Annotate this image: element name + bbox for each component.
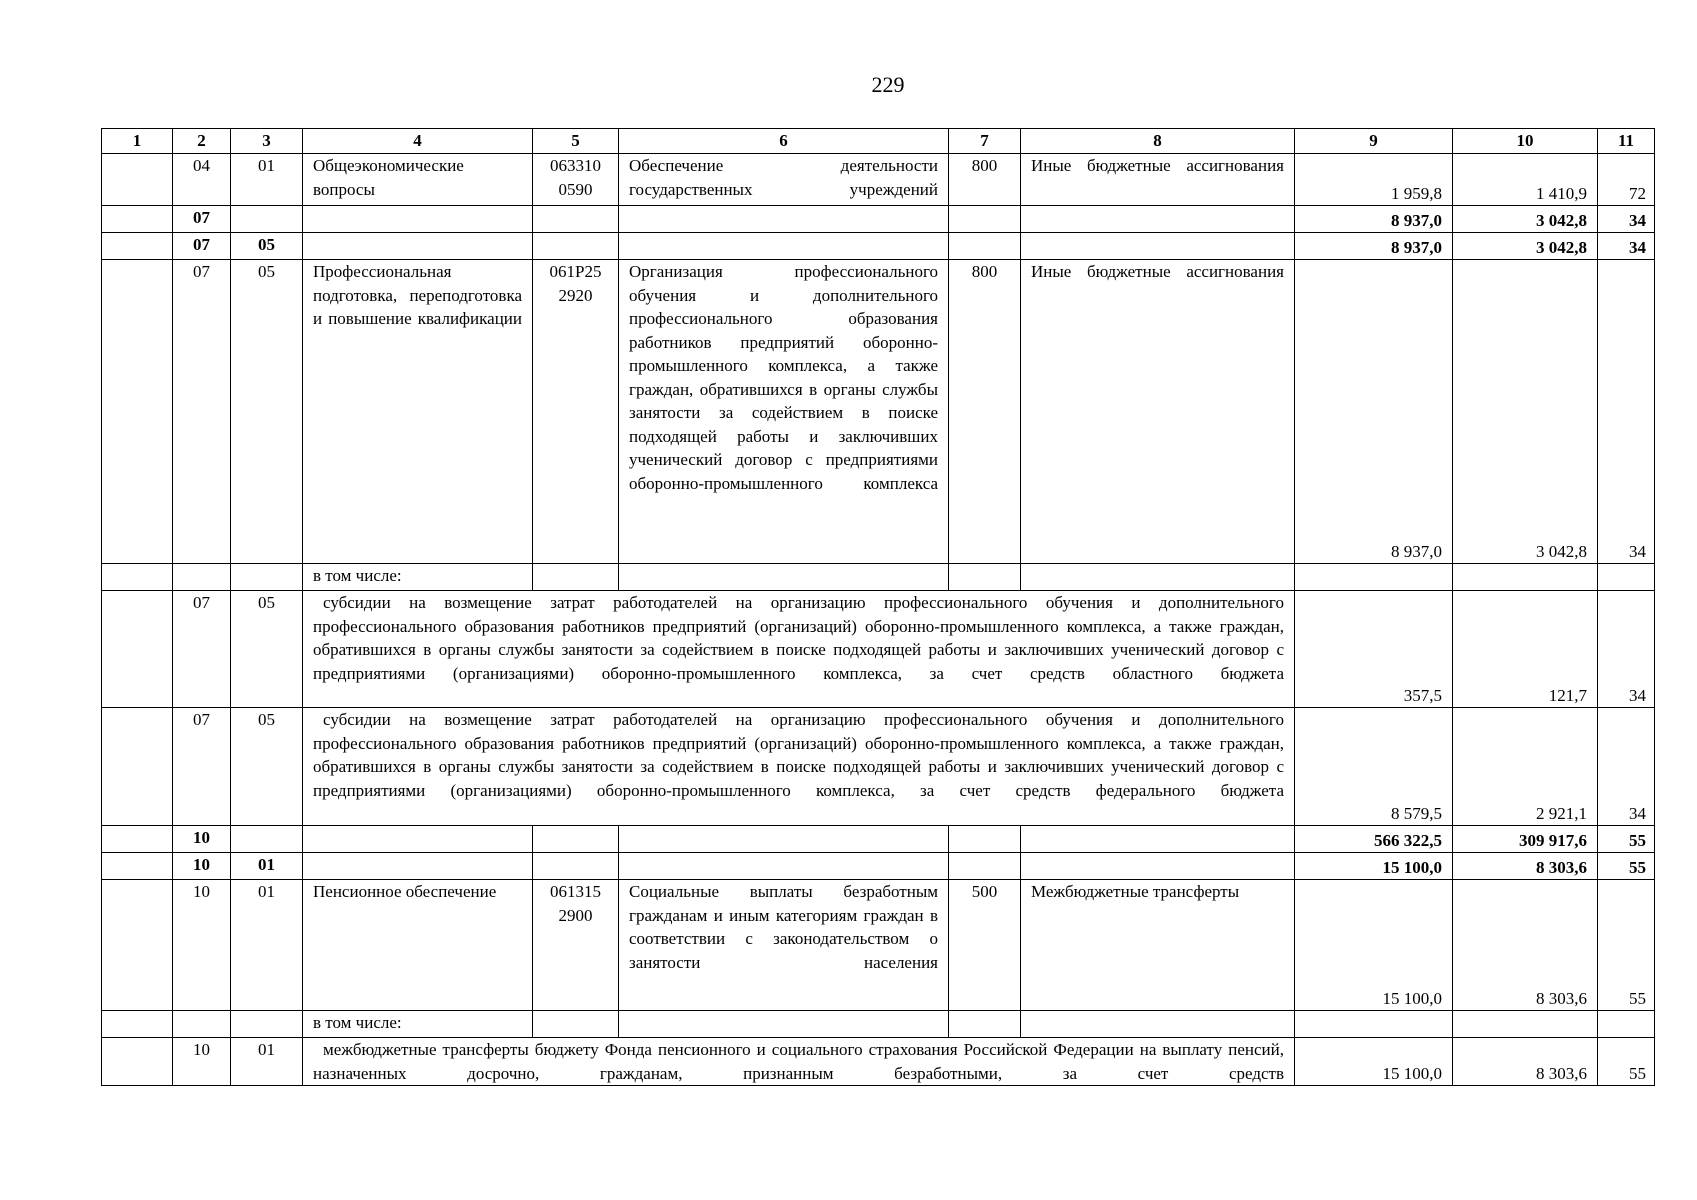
expense-type-code: 500	[949, 880, 1021, 1011]
amount-planned: 15 100,0	[1295, 853, 1453, 880]
header-cell: 6	[619, 129, 949, 154]
header-cell: 3	[231, 129, 303, 154]
table-row	[102, 826, 1655, 853]
section-name: Пенсионное обеспечение	[303, 880, 533, 1011]
subsection-code: 05	[231, 260, 303, 564]
amount-executed: 3 042,8	[1453, 206, 1598, 233]
percent-executed: 34	[1598, 708, 1655, 826]
including-label: в том числе:	[303, 1011, 533, 1038]
amount-planned: 8 579,5	[1295, 708, 1453, 826]
table-row	[102, 591, 1655, 708]
amount-planned: 8 937,0	[1295, 206, 1453, 233]
expense-type-code: 800	[949, 260, 1021, 564]
percent-executed: 55	[1598, 826, 1655, 853]
section-code: 07	[173, 260, 231, 564]
percent-executed: 55	[1598, 853, 1655, 880]
percent-executed: 72	[1598, 154, 1655, 206]
section-code: 07	[173, 708, 231, 826]
section-code: 10	[173, 853, 231, 880]
table-row	[102, 260, 1655, 564]
section-code: 07	[173, 233, 231, 260]
table-row	[102, 206, 1655, 233]
subsection-code: 01	[231, 1038, 303, 1086]
table-row	[102, 564, 1655, 591]
subsection-code: 01	[231, 880, 303, 1011]
percent-executed: 34	[1598, 206, 1655, 233]
percent-executed: 34	[1598, 591, 1655, 708]
page-number: 229	[871, 72, 905, 97]
header-cell: 2	[173, 129, 231, 154]
program-name: Социальные выплаты безработным гражданам и иным категориям граждан в соответствии с законодательством о занятости населения	[619, 880, 949, 1011]
target-code: 061P25 2920	[533, 260, 619, 564]
amount-executed: 309 917,6	[1453, 826, 1598, 853]
table-row	[102, 880, 1655, 1011]
table-row	[102, 1011, 1655, 1038]
header-cell: 1	[102, 129, 173, 154]
header-cell: 10	[1453, 129, 1598, 154]
amount-planned: 8 937,0	[1295, 260, 1453, 564]
subsection-code: 01	[231, 853, 303, 880]
section-name: Профессиональная подготовка, переподготовка и повышение квалификации	[303, 260, 533, 564]
section-code: 07	[173, 591, 231, 708]
amount-executed: 2 921,1	[1453, 708, 1598, 826]
subsection-code: 05	[231, 233, 303, 260]
program-name: Организация профессионального обучения и дополнительного профессионального образования работников предприятий оборонно-промышленного комплекса, а также граждан, обратившихся в органы службы занятости за содействием в поиске подходящей работы и заключивших ученический договор с предприятиями оборонно-промышленного комплекса	[619, 260, 949, 564]
expense-type-name: Межбюджетные трансферты	[1021, 880, 1295, 1011]
header-cell: 8	[1021, 129, 1295, 154]
subsidy-description: субсидии на возмещение затрат работодателей на организацию профессионального обучения и дополнительного профессионального образования работников предприятий (организаций) оборонно-промышленного комплекса, а также граждан, обратившихся в органы службы занятости за содействием в поиске подходящей работы и заключивших ученический договор с предприятиями (организациями) оборонно-промышленного комплекса, за счет средств федерального бюджета	[303, 708, 1295, 826]
amount-executed: 121,7	[1453, 591, 1598, 708]
expense-type-name: Иные бюджетные ассигнования	[1021, 260, 1295, 564]
header-cell: 7	[949, 129, 1021, 154]
section-code: 10	[173, 880, 231, 1011]
amount-planned: 15 100,0	[1295, 880, 1453, 1011]
table-row	[102, 1038, 1655, 1086]
header-cell: 9	[1295, 129, 1453, 154]
subsection-code: 01	[231, 154, 303, 206]
section-name: Общеэкономические вопросы	[303, 154, 533, 206]
header-row	[102, 129, 1655, 154]
section-code: 07	[173, 206, 231, 233]
expense-type-code: 800	[949, 154, 1021, 206]
table-row	[102, 154, 1655, 206]
amount-planned: 566 322,5	[1295, 826, 1453, 853]
header-cell: 4	[303, 129, 533, 154]
amount-executed: 8 303,6	[1453, 880, 1598, 1011]
amount-planned: 15 100,0	[1295, 1038, 1453, 1086]
subsidy-description: субсидии на возмещение затрат работодателей на организацию профессионального обучения и дополнительного профессионального образования работников предприятий (организаций) оборонно-промышленного комплекса, а также граждан, обратившихся в органы службы занятости за содействием в поиске подходящей работы и заключивших ученический договор с предприятиями (организациями) оборонно-промышленного комплекса, за счет средств областного бюджета	[303, 591, 1295, 708]
percent-executed: 34	[1598, 233, 1655, 260]
program-name: Обеспечение деятельности государственных учреждений	[619, 154, 949, 206]
section-code: 10	[173, 826, 231, 853]
including-label: в том числе:	[303, 564, 533, 591]
section-code: 10	[173, 1038, 231, 1086]
amount-executed: 1 410,9	[1453, 154, 1598, 206]
percent-executed: 34	[1598, 260, 1655, 564]
budget-table	[101, 128, 1655, 1086]
amount-executed: 8 303,6	[1453, 853, 1598, 880]
amount-executed: 3 042,8	[1453, 233, 1598, 260]
table-row	[102, 708, 1655, 826]
amount-executed: 8 303,6	[1453, 1038, 1598, 1086]
target-code: 061315 2900	[533, 880, 619, 1011]
amount-planned: 357,5	[1295, 591, 1453, 708]
header-cell: 11	[1598, 129, 1655, 154]
percent-executed: 55	[1598, 880, 1655, 1011]
table-row	[102, 233, 1655, 260]
table-row	[102, 853, 1655, 880]
header-cell: 5	[533, 129, 619, 154]
subsection-code: 05	[231, 591, 303, 708]
target-code: 063310 0590	[533, 154, 619, 206]
subsection-code: 05	[231, 708, 303, 826]
transfer-description: межбюджетные трансферты бюджету Фонда пенсионного и социального страхования Российской Федерации на выплату пенсий, назначенных досрочно, гражданам, признанным безработными, за счет средств	[303, 1038, 1295, 1086]
amount-planned: 8 937,0	[1295, 233, 1453, 260]
amount-executed: 3 042,8	[1453, 260, 1598, 564]
expense-type-name: Иные бюджетные ассигнования	[1021, 154, 1295, 206]
percent-executed: 55	[1598, 1038, 1655, 1086]
amount-planned: 1 959,8	[1295, 154, 1453, 206]
section-code: 04	[173, 154, 231, 206]
